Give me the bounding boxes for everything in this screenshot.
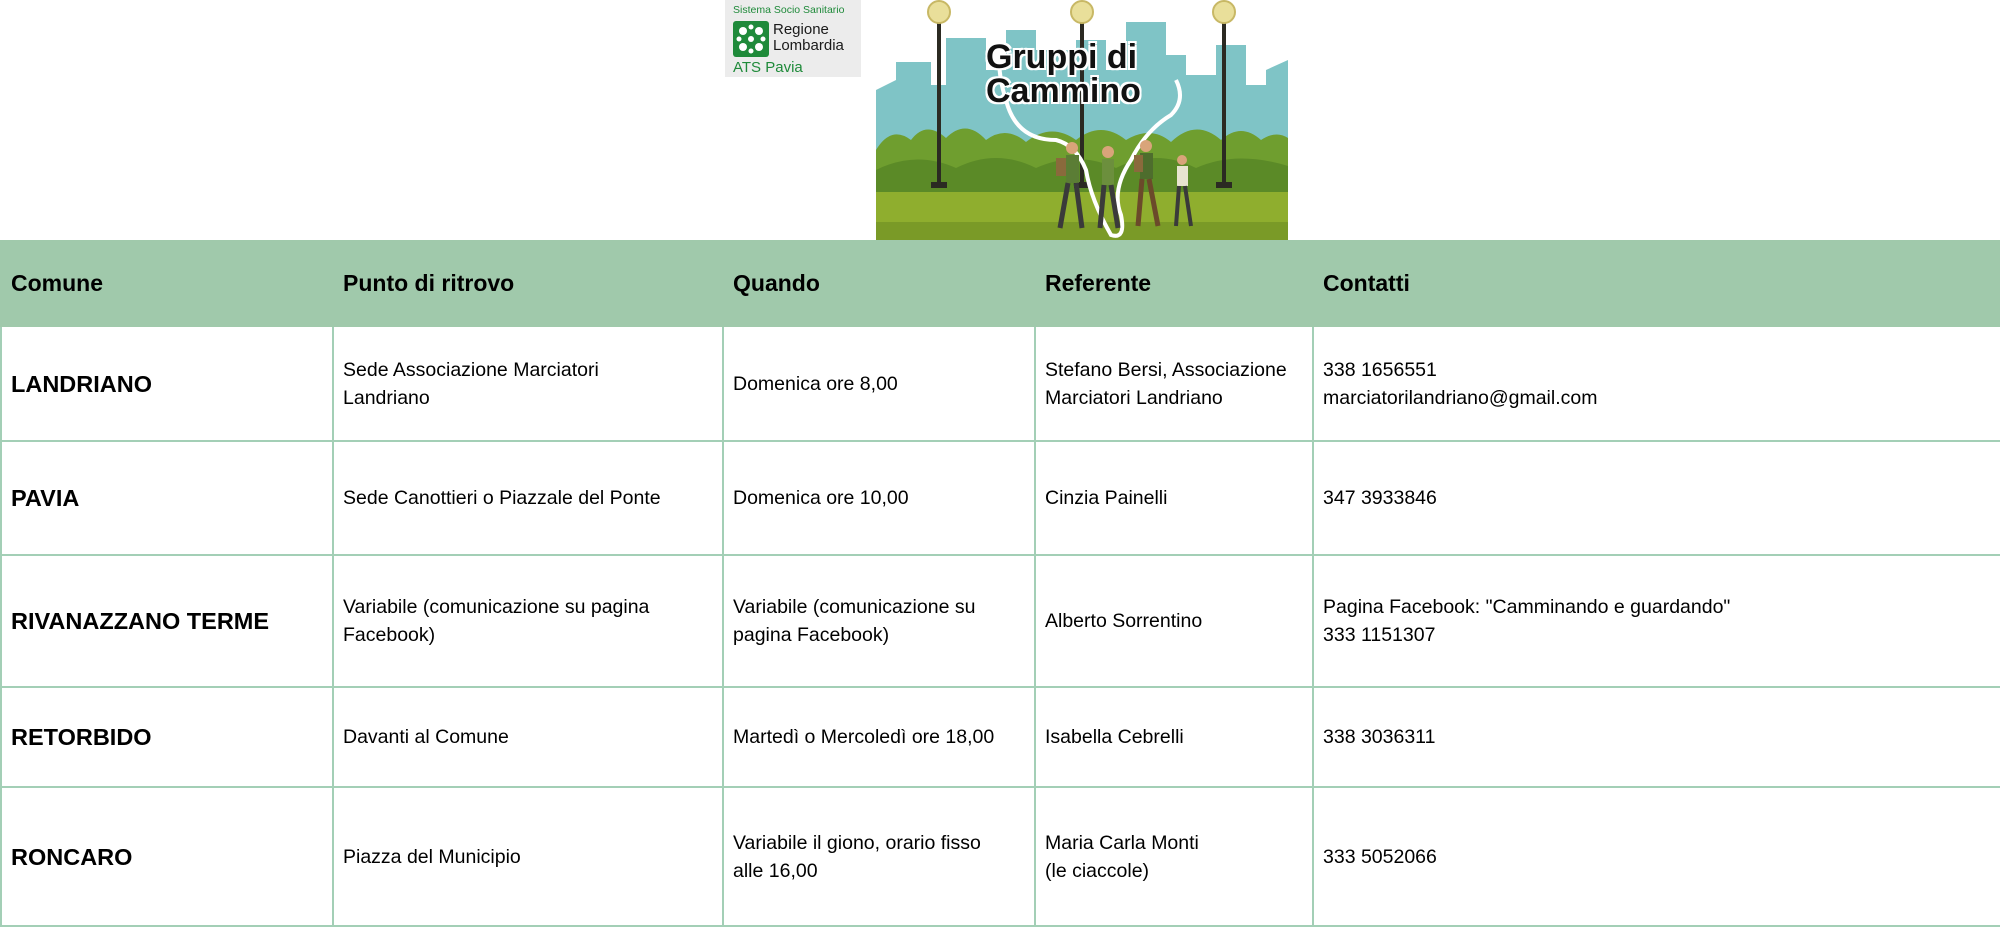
poster-title: Gruppi di Cammino <box>986 38 1141 110</box>
cell-comune: RONCARO <box>1 787 333 926</box>
table-row <box>1 555 2000 687</box>
cell-quando: Variabile il giono, orario fisso alle 16,00 <box>723 787 1035 926</box>
logo-ats-text: ATS Pavia <box>733 59 803 76</box>
rosa-camuna-icon <box>733 21 769 57</box>
cell-contatti: 338 3036311 <box>1313 687 2000 787</box>
cell-comune: PAVIA <box>1 441 333 555</box>
cell-referente: Maria Carla Monti (le ciaccole) <box>1035 787 1313 926</box>
table-row <box>1 326 2000 441</box>
cell-contatti: Pagina Facebook: "Camminando e guardando" 333 1151307 <box>1313 555 2000 687</box>
table-row <box>1 687 2000 787</box>
cell-punto: Davanti al Comune <box>333 687 723 787</box>
cell-referente: Stefano Bersi, Associazione Marciatori Landriano <box>1035 326 1313 441</box>
regione-lombardia-logo <box>725 0 861 77</box>
header-comune: Comune <box>1 241 333 326</box>
header-referente: Referente <box>1035 241 1313 326</box>
cell-comune: RIVANAZZANO TERME <box>1 555 333 687</box>
header-contatti: Contatti <box>1313 241 2000 326</box>
cell-contatti: 347 3933846 <box>1313 441 2000 555</box>
cell-referente: Alberto Sorrentino <box>1035 555 1313 687</box>
cell-comune: RETORBIDO <box>1 687 333 787</box>
park-illustration <box>876 0 1288 240</box>
gruppi-di-cammino-poster <box>876 0 1288 240</box>
cell-referente: Cinzia Painelli <box>1035 441 1313 555</box>
cell-contatti: 338 1656551 marciatorilandriano@gmail.com <box>1313 326 2000 441</box>
header-punto-di-ritrovo: Punto di ritrovo <box>333 241 723 326</box>
gruppi-table <box>0 240 2000 927</box>
cell-comune: LANDRIANO <box>1 326 333 441</box>
cell-referente: Isabella Cebrelli <box>1035 687 1313 787</box>
logo-top-text: Sistema Socio Sanitario <box>733 4 845 16</box>
cell-punto: Variabile (comunicazione su pagina Facebook) <box>333 555 723 687</box>
cell-quando: Martedì o Mercoledì ore 18,00 <box>723 687 1035 787</box>
cell-punto: Piazza del Municipio <box>333 787 723 926</box>
table-row <box>1 441 2000 555</box>
cell-quando: Variabile (comunicazione su pagina Facebook) <box>723 555 1035 687</box>
header-quando: Quando <box>723 241 1035 326</box>
cell-punto: Sede Associazione Marciatori Landriano <box>333 326 723 441</box>
logo-region-text: Regione Lombardia <box>773 21 844 54</box>
cell-quando: Domenica ore 8,00 <box>723 326 1035 441</box>
table-row <box>1 787 2000 926</box>
cell-contatti: 333 5052066 <box>1313 787 2000 926</box>
cell-punto: Sede Canottieri o Piazzale del Ponte <box>333 441 723 555</box>
cell-quando: Domenica ore 10,00 <box>723 441 1035 555</box>
table-header-row <box>1 241 2000 326</box>
